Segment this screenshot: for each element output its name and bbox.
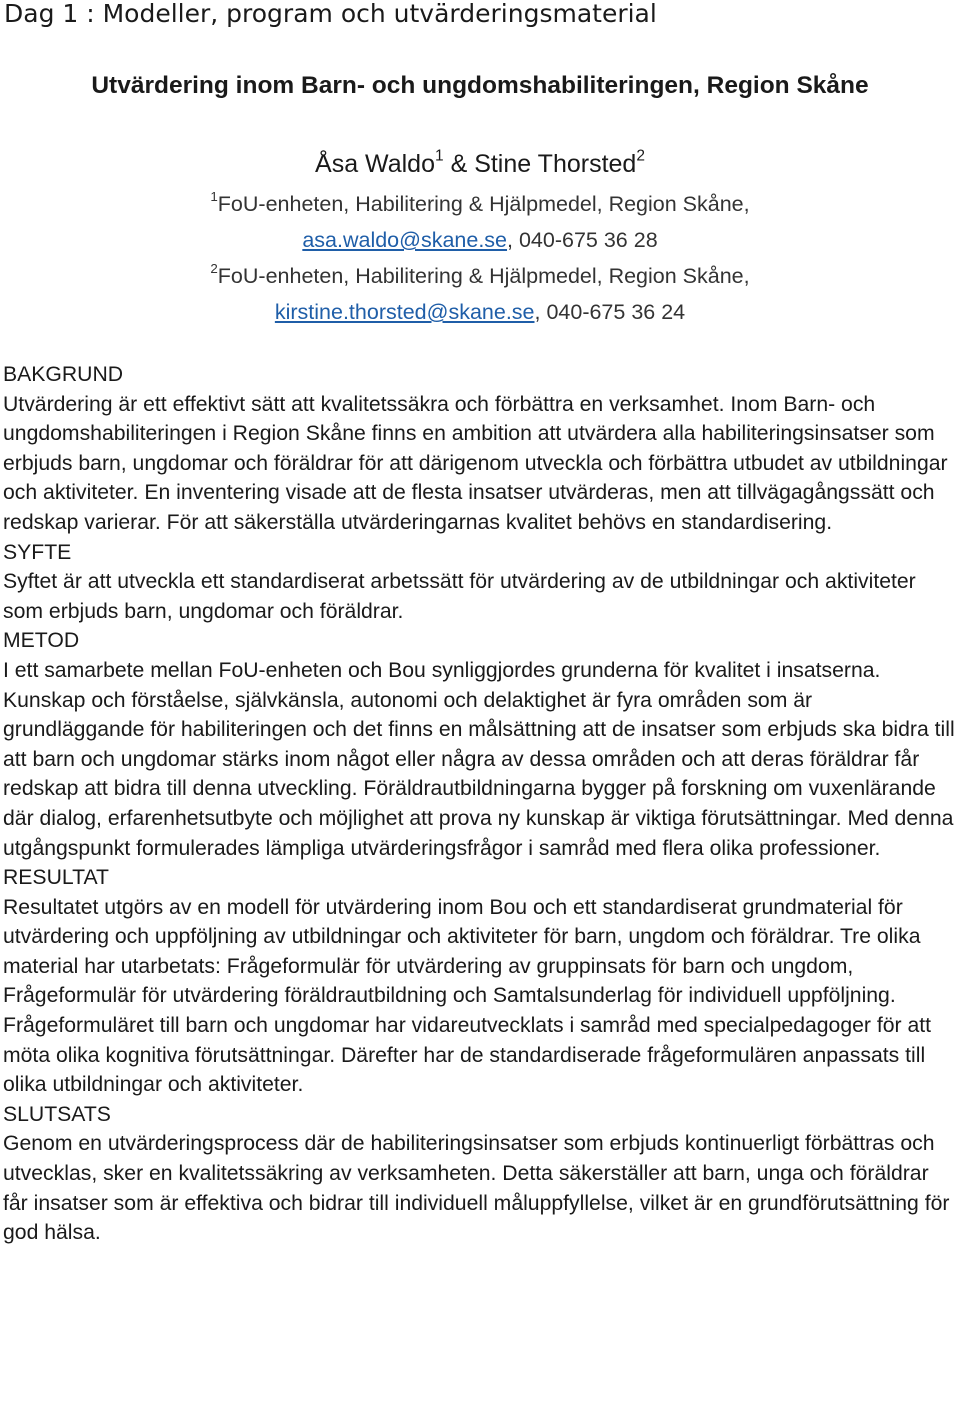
affiliation-1-text: FoU-enheten, Habilitering & Hjälpmedel, Region Skåne, [217,192,750,216]
author-1-sup: 1 [435,147,444,165]
author-join: & Stine Thorsted [443,150,637,178]
day-header: Dag 1 : Modeller, program och utvärderingsmaterial [4,0,657,28]
contact-1 [0,226,960,254]
section-heading-syfte: SYFTE [3,540,72,564]
email-link-2[interactable]: kirstine.thorsted@skane.se [274,300,535,324]
abstract-body [3,360,955,1248]
section-text-metod: I ett samarbete mellan FoU-enheten och Bou synliggjordes grunderna för kvalitet i insatserna. Kunskap och förståelse, självkänsla, autonomi och delaktighet är fyra områden som är grundläggande för habiliteringen och det finns en målsättning att de insatser som erbjuds ska bidra till att barn och ungdomar stärks inom något eller några av dessa områden och att deras föräldrar får redskap att bidra till denna utveckling. Föräldrautbildningarna bygger på forskning om vuxenlärande där dialog, erfarenhetsutbyte och möjlighet att prova ny kunskap är viktiga förutsättningar. Med denna utgångspunkt formulerades lämpliga utvärderingsfrågor i samråd med flera olika professioner. [3,658,955,860]
email-link-1[interactable]: asa.waldo@skane.se [302,228,508,252]
section-heading-slutsats: SLUTSATS [3,1102,111,1126]
affiliation-2 [0,262,960,290]
section-text-resultat: Resultatet utgörs av en modell för utvärdering inom Bou och ett standardiserat grundmaterial för utvärdering och uppföljning av utbildningar och aktiviteter för barn, ungdom och föräldrar. Tre olika material har utarbetats: Frågeformulär för utvärdering av gruppinsats för barn och ungdom, Frågeformulär för utvärdering föräldrautbildning och Samtalsunderlag för individuell uppföljning. Frågeformuläret till barn och ungdomar har vidareutvecklats i samråd med specialpedagoger för att möta olika kognitiva förutsättningar. Därefter har de standardiserade frågeformulären anpassats till olika utbildningar och aktiviteter. [3,895,932,1097]
document-title: Utvärdering inom Barn- och ungdomshabiliteringen, Region Skåne [91,72,869,99]
section-heading-metod: METOD [3,629,80,653]
section-heading-resultat: RESULTAT [3,866,109,890]
affiliation-1 [0,190,960,218]
section-text-bakgrund: Utvärdering är ett effektivt sätt att kvalitetssäkra och förbättra en verksamhet. Inom Barn- och ungdomshabiliteringen i Region Skåne finns en ambition att utvärdera alla habiliteringsinsatser som erbjuds barn, ungdomar och föräldrar för att därigenom utveckla och förbättra utbudet av utbildningar och aktiviteter. En inventering visade att de flesta insatser utvärderas, men att tillvägagångssätt och redskap varierar. För att säkerställa utvärderingarnas kvalitet behövs en standardisering. [3,392,948,534]
phone-2: , 040-675 36 24 [534,300,686,324]
contact-2 [0,298,960,326]
phone-1: , 040-675 36 28 [507,228,658,252]
author-2-sup: 2 [636,147,645,165]
author-1: Åsa Waldo [315,150,435,178]
author-line [0,148,960,180]
section-text-syfte: Syftet är att utveckla ett standardiserat arbetssätt för utvärdering av de utbildningar och aktiviteter som erbjuds barn, ungdomar och föräldrar. [3,570,916,623]
affiliation-1-sup: 1 [210,189,218,205]
affiliation-2-sup: 2 [210,261,218,277]
affiliation-2-text: FoU-enheten, Habilitering & Hjälpmedel, Region Skåne, [217,264,750,288]
section-heading-bakgrund: BAKGRUND [3,363,124,386]
section-text-slutsats: Genom en utvärderingsprocess där de habiliteringsinsatser som erbjuds kontinuerligt förbättras och utvecklas, sker en kvalitetssäkring av verksamheten. Detta säkerställer att barn, unga och föräldrar får insatser som är effektiva och bidrar till individuell måluppfyllelse, vilket är en grundförutsättning för god hälsa. [3,1132,950,1245]
